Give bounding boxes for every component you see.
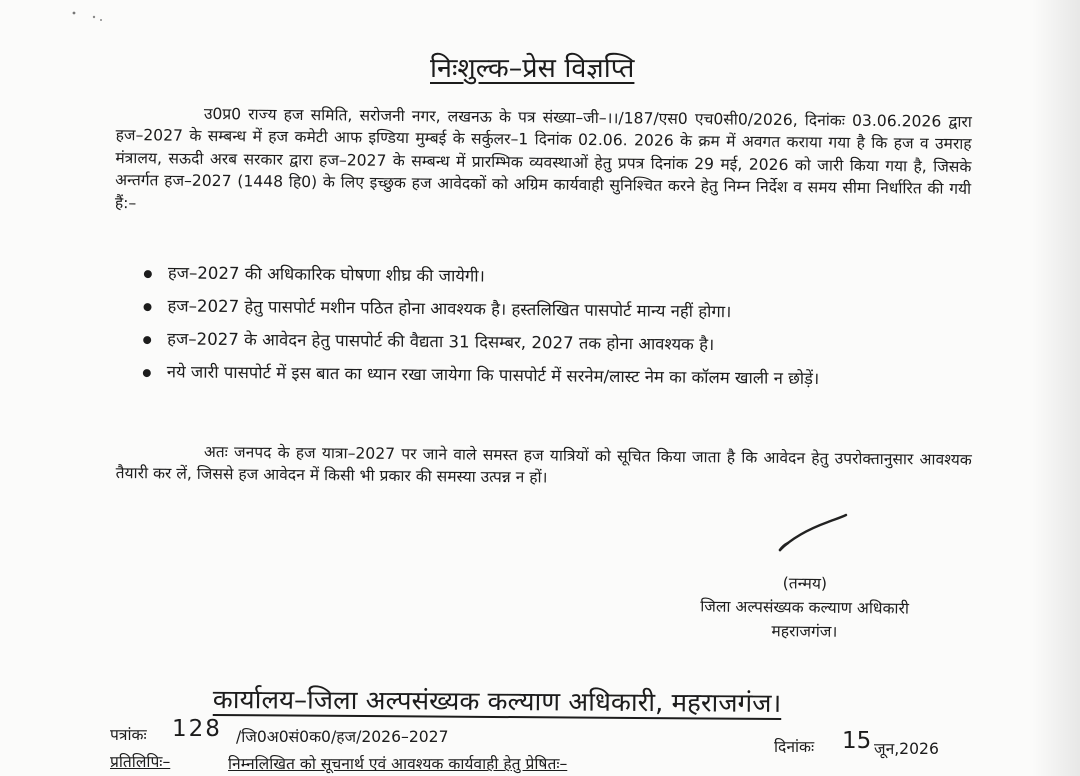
signatory-location: महराजगंज। (771, 622, 838, 641)
date-day: 15 (842, 728, 872, 754)
reference-label: पत्रांकः (110, 726, 147, 744)
date-month-year: जून,2026 (874, 740, 939, 758)
intro-paragraph: उ0प्र0 राज्य हज समिति, सरोजनी नगर, लखनऊ के पत्र संख्या–जी–।।/187/एस0 एच0सी0/2026, दिनांकः 03.06.2026 द्वारा हज–2027 के सम्बन्ध में हज कमेटी आफ इण्डिया मुम्बई के सर्कुलर–1 दिनांक 02.06. 2026 के क्रम में अवगत कराया गया है कि हज व उमराह मंत्रालय, सऊदी अरब सरकार द्वारा हज–2027 के सम्बन्ध में प्रारम्भिक व्यवस्थाओं हेतु प्रपत्र दिनांक 29 मई, 2026 को जारी किया गया है, जिसके अन्तर्गत हज–2027 (1448 हि0) के लिए इच्छुक हज आवेदकों को अग्रिम कार्यवाही सुनिश्चित करने हेतु निम्न निर्देश व समय सीमा निर्धारित की गयी हैं:– (114, 104, 972, 212)
reference-code: /जि0अ0सं0क0/हज/2026–2027 (236, 728, 449, 746)
reference-number: 128 (172, 716, 222, 742)
office-heading-text: कार्यालय–जिला अल्पसंख्यक कल्याण अधिकारी, महराजगंज। (212, 684, 782, 719)
copy-text: निम्नलिखित को सूचनार्थ एवं आवश्यक कार्यवाही हेतु प्रेषितः– (228, 755, 568, 773)
signature-block (659, 570, 950, 645)
signatory-designation: जिला अल्पसंख्यक कल्याण अधिकारी (700, 597, 910, 618)
scan-specks (70, 8, 110, 28)
page-edge-shadow (1032, 0, 1080, 776)
handwritten-signature (776, 512, 850, 556)
list-item: हज–2027 के आवेदन हेतु पासपोर्ट की वैद्यता 31 दिसम्बर, 2027 तक होना आवश्यक है। (139, 328, 971, 359)
date-label: दिनांकः (774, 738, 815, 756)
closing-paragraph: अतः जनपद के हज यात्रा–2027 पर जाने वाले समस्त हज यात्रियों को सूचित किया जाता है कि आवेदन हेतु उपरोक्तानुसार आवश्यक तैयारी कर लें, जिससे हज आवेदन में किसी भी प्रकार की समस्या उत्पन्न न हों। (115, 442, 972, 487)
list-item: नये जारी पासपोर्ट में इस बात का ध्यान रखा जायेगा कि पासपोर्ट में सरनेम/लास्ट नेम का कॉलम खाली न छोड़ें। (139, 361, 971, 392)
office-heading (213, 680, 782, 720)
list-item: हज–2027 हेतु पासपोर्ट मशीन पठित होना आवश्यक है। हस्तलिखित पासपोर्ट मान्य नहीं होगा। (139, 295, 971, 326)
list-item: हज–2027 की अधिकारिक घोषणा शीघ्र की जायेगी। (140, 262, 972, 293)
signatory-name: (तन्मय) (782, 574, 828, 593)
copy-label: प्रतिलिपिः– (110, 753, 171, 771)
document-title: निःशुल्क–प्रेस विज्ञप्ति (430, 53, 635, 84)
instruction-list (139, 262, 972, 403)
